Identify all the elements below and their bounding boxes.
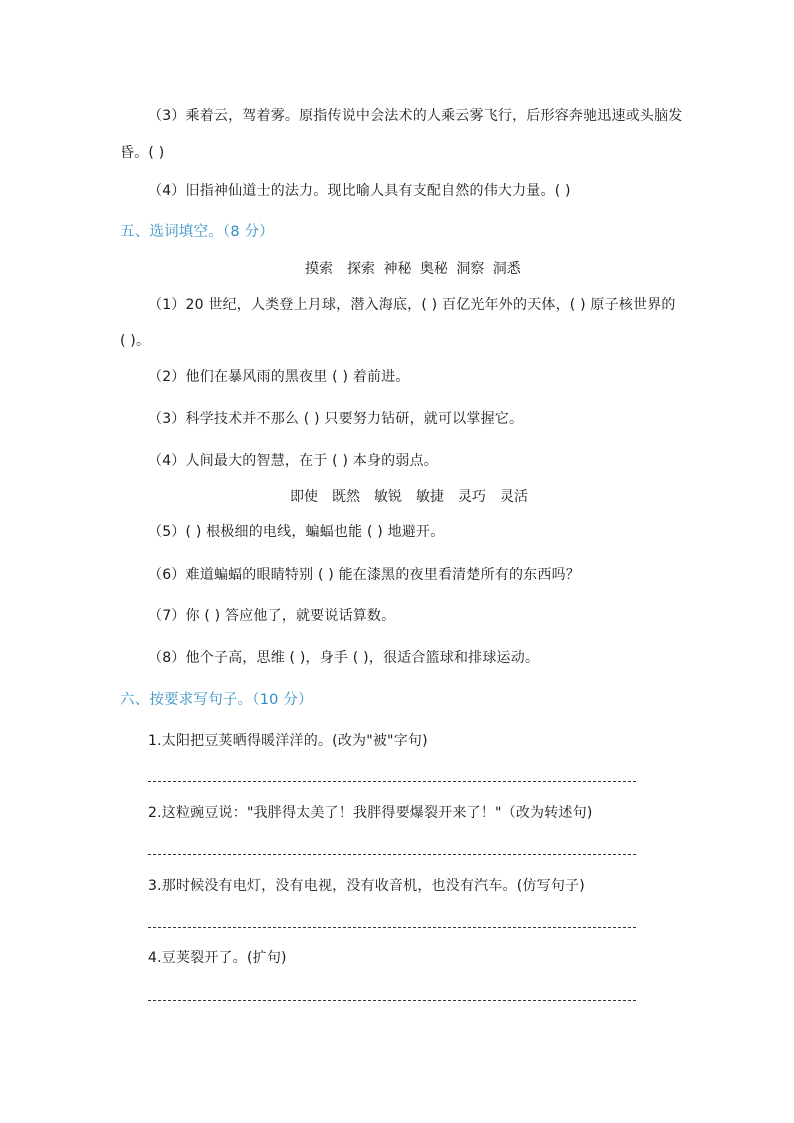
s6-q1: 1.太阳把豆荚晒得暖洋洋的。(改为"被"字句) [148,733,428,749]
s6-q2-answer-line[interactable] [148,854,636,855]
s4-item4: （4）旧指神仙道士的法力。现比喻人具有支配自然的伟大力量。( ) [148,183,571,199]
s4-item3-line2: 昏。( ) [120,145,165,161]
s5-item5: （5）( ) 根极细的电线，蝙蝠也能 ( ) 地避开。 [148,524,445,540]
s6-q1-answer-line[interactable] [148,781,636,782]
s5-item4: （4）人间最大的智慧，在于 ( ) 本身的弱点。 [148,453,438,469]
s5-item6: （6）难道蝙蝠的眼睛特别 ( ) 能在漆黑的夜里看清楚所有的东西吗？ [148,567,580,583]
section6-heading: 六、按要求写句子。（10 分） [120,692,313,708]
s5-item7: （7）你 ( ) 答应他了，就要说话算数。 [148,608,396,624]
s4-item3-line1: （3）乘着云，驾着雾。原指传说中会法术的人乘云雾飞行，后形容奔驰迅速或头脑发 [148,108,683,124]
s5-item1-line2: ( )。 [120,333,151,349]
s6-q3: 3.那时候没有电灯，没有电视，没有收音机，也没有汽车。(仿写句子) [148,878,585,894]
s5-item1-line1: （1）20 世纪，人类登上月球，潜入海底，( ) 百亿光年外的天体，( ) 原子核世界的 [148,297,676,313]
s6-q2: 2.这粒豌豆说："我胖得太美了！我胖得要爆裂开来了！"（改为转述句) [148,805,593,821]
s6-q3-answer-line[interactable] [148,927,636,928]
word-bank-2: 即使 既然 敏锐 敏捷 灵巧 灵活 [290,489,528,505]
s5-item2: （2）他们在暴风雨的黑夜里 ( ) 着前进。 [148,369,410,385]
word-bank-1: 摸索 探索 神秘 奥秘 洞察 洞悉 [305,261,521,277]
s6-q4: 4.豆荚裂开了。(扩句) [148,950,287,966]
s5-item8: （8）他个子高，思维 ( )，身手 ( )，很适合篮球和排球运动。 [148,650,540,666]
s5-item3: （3）科学技术并不那么 ( ) 只要努力钻研，就可以掌握它。 [148,411,524,427]
section5-heading: 五、选词填空。（8 分） [120,224,274,240]
s6-q4-answer-line[interactable] [148,1000,636,1001]
